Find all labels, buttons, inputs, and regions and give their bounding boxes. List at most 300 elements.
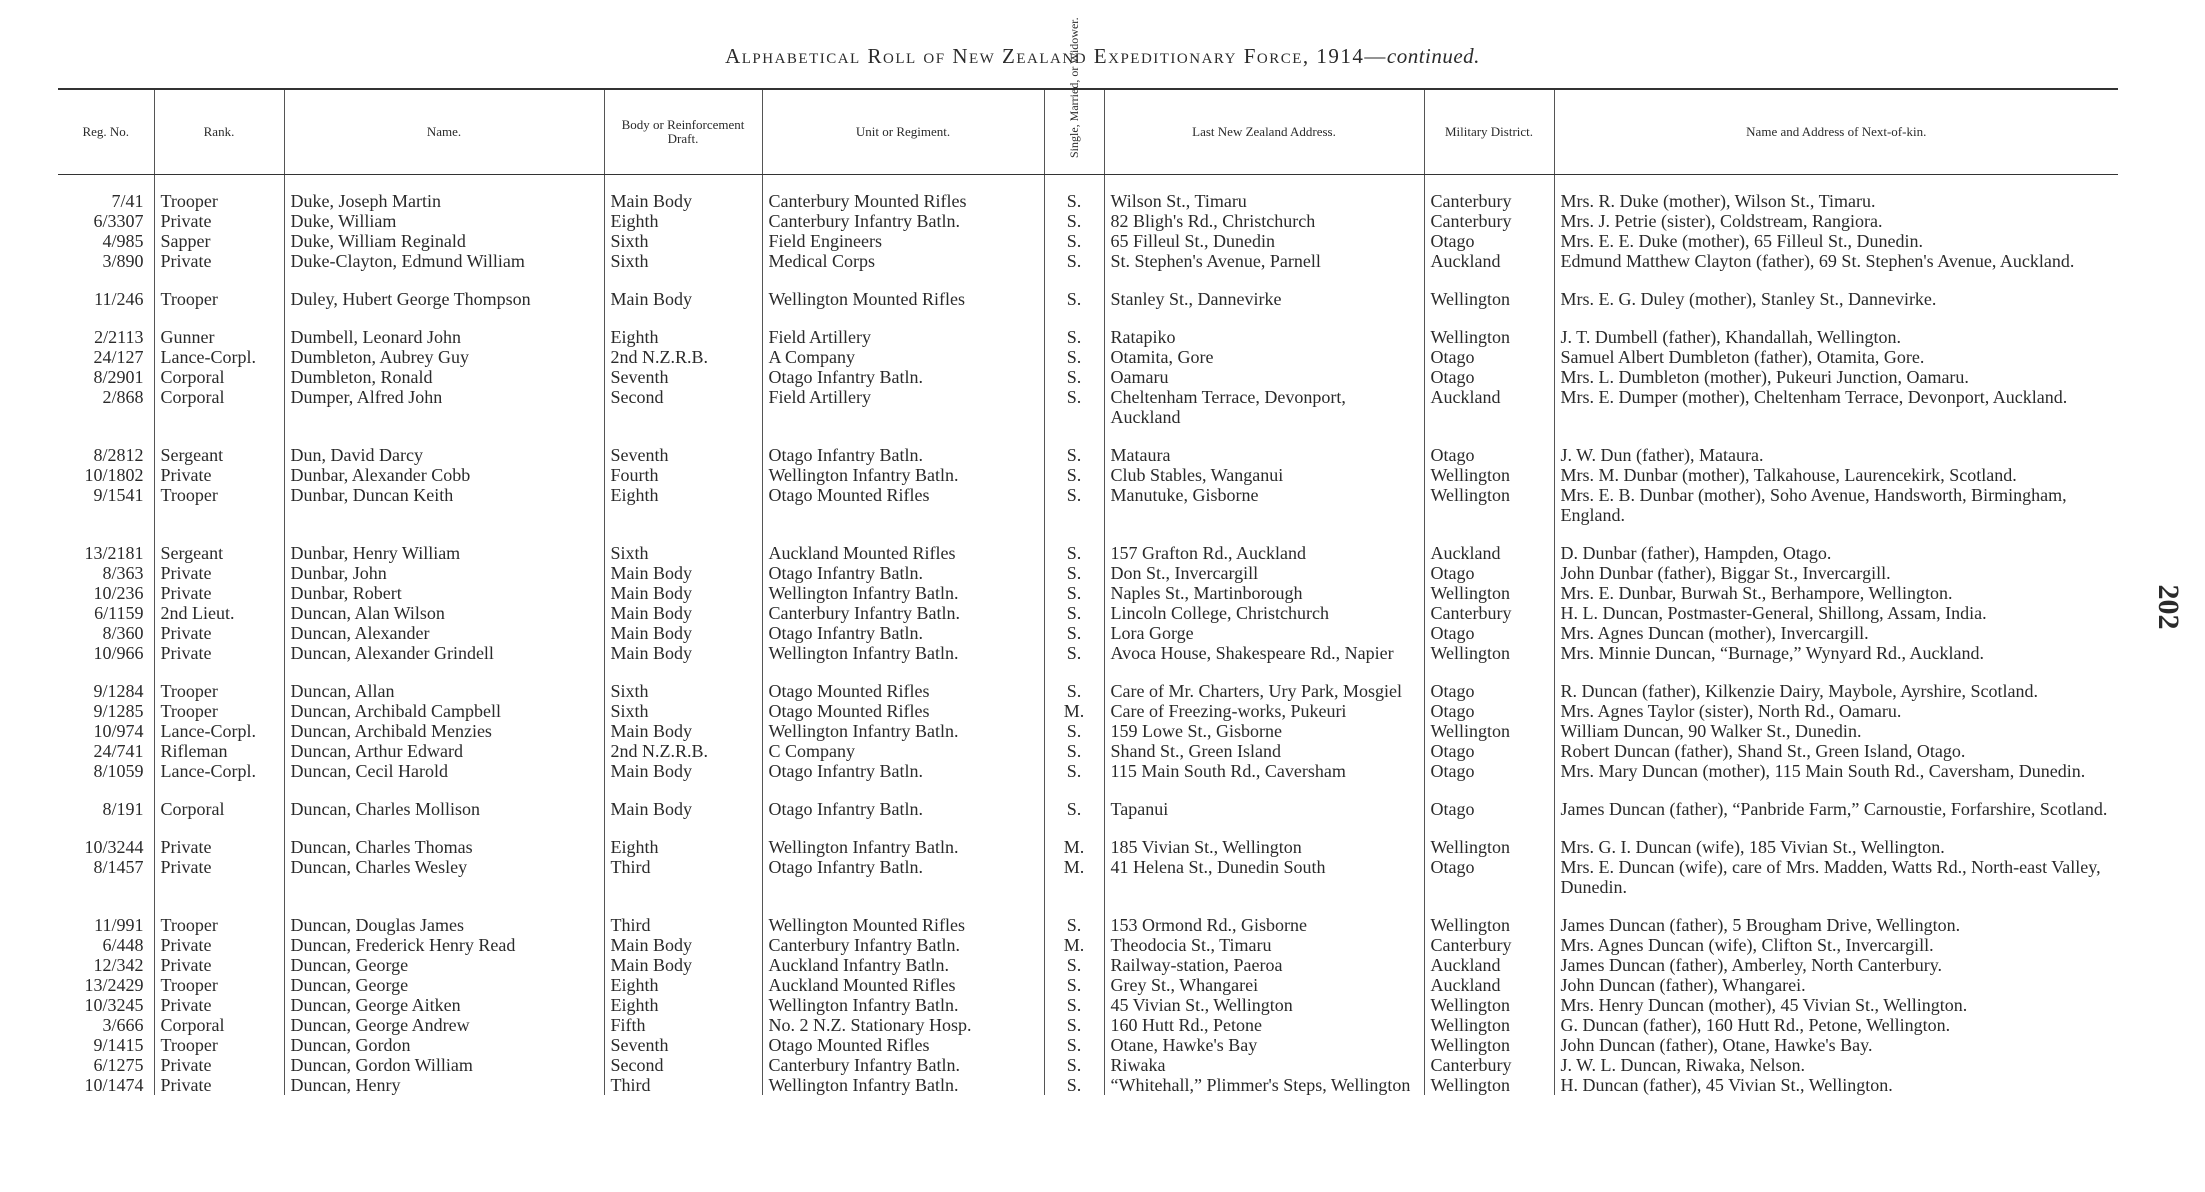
unit-cell: Otago Mounted Rifles	[762, 485, 1044, 525]
unit-cell: Otago Infantry Batln.	[762, 367, 1044, 387]
unit-cell: Wellington Infantry Batln.	[762, 995, 1044, 1015]
table-row	[58, 309, 2118, 347]
military-district-cell: Wellington	[1424, 721, 1554, 741]
table-row	[58, 271, 2118, 309]
soldier-name-cell: Duncan, Frederick Henry Read	[284, 935, 604, 955]
unit-cell: Wellington Infantry Batln.	[762, 819, 1044, 857]
reg-number-cell: 8/2901	[93, 367, 144, 387]
military-district-cell: Otago	[1424, 761, 1554, 781]
marital-status-cell: M.	[1044, 701, 1104, 721]
soldier-name-cell: Duncan, George Andrew	[284, 1015, 604, 1035]
marital-status-cell: S.	[1044, 975, 1104, 995]
military-district-cell: Wellington	[1424, 643, 1554, 663]
body-draft-cell: Eighth	[604, 819, 762, 857]
rank-cell: Sergeant	[154, 427, 284, 465]
marital-status-cell: M.	[1044, 935, 1104, 955]
rank-cell: Private	[154, 819, 284, 857]
next-of-kin-cell: Mrs. L. Dumbleton (mother), Pukeuri Junction, Oamaru.	[1554, 367, 2118, 387]
body-draft-cell: Main Body	[604, 781, 762, 819]
military-district-cell: Wellington	[1424, 897, 1554, 935]
next-of-kin-cell: H. Duncan (father), 45 Vivian St., Wellington.	[1554, 1075, 2118, 1095]
soldier-name-cell: Duncan, Archibald Menzies	[284, 721, 604, 741]
marital-status-cell: S.	[1044, 271, 1104, 309]
table-row	[58, 465, 2118, 485]
next-of-kin-cell: Mrs. E. Duncan (wife), care of Mrs. Madden, Watts Rd., North-east Valley, Dunedin.	[1554, 857, 2118, 897]
unit-cell: Wellington Infantry Batln.	[762, 583, 1044, 603]
last-address-cell: Avoca House, Shakespeare Rd., Napier	[1104, 643, 1424, 663]
unit-cell: Auckland Mounted Rifles	[762, 975, 1044, 995]
table-row	[58, 741, 2118, 761]
rank-cell: Corporal	[154, 387, 284, 427]
marital-status-cell: S.	[1044, 387, 1104, 427]
table-row	[58, 781, 2118, 819]
table-row	[58, 251, 2118, 271]
reg-number-cell: 2/868	[102, 387, 144, 407]
reg-number-cell: 9/1284	[93, 681, 144, 701]
reg-number-cell: 10/1802	[84, 465, 144, 485]
last-address-cell: Ratapiko	[1104, 309, 1424, 347]
rank-cell: Private	[154, 251, 284, 271]
marital-status-cell: S.	[1044, 465, 1104, 485]
soldier-name-cell: Duncan, Alexander	[284, 623, 604, 643]
next-of-kin-cell: D. Dunbar (father), Hampden, Otago.	[1554, 525, 2118, 563]
last-address-cell: 115 Main South Rd., Caversham	[1104, 761, 1424, 781]
marital-status-cell: S.	[1044, 347, 1104, 367]
next-of-kin-cell: Edmund Matthew Clayton (father), 69 St. Stephen's Avenue, Auckland.	[1554, 251, 2118, 271]
next-of-kin-cell: Robert Duncan (father), Shand St., Green Island, Otago.	[1554, 741, 2118, 761]
soldier-name-cell: Duncan, Cecil Harold	[284, 761, 604, 781]
reg-number-cell: 9/1415	[93, 1035, 144, 1055]
table-row	[58, 603, 2118, 623]
reg-number-cell: 6/3307	[93, 211, 144, 231]
unit-cell: Otago Infantry Batln.	[762, 623, 1044, 643]
body-draft-cell: Main Body	[604, 721, 762, 741]
last-address-cell: Tapanui	[1104, 781, 1424, 819]
marital-status-cell: S.	[1044, 721, 1104, 741]
military-district-cell: Otago	[1424, 427, 1554, 465]
rank-cell: Gunner	[154, 309, 284, 347]
table-row	[58, 643, 2118, 663]
reg-number-cell: 6/1159	[94, 603, 144, 623]
next-of-kin-cell: James Duncan (father), Amberley, North Canterbury.	[1554, 955, 2118, 975]
header-reg: Reg. No.	[58, 89, 154, 175]
body-draft-cell: Main Body	[604, 761, 762, 781]
marital-status-cell: S.	[1044, 955, 1104, 975]
marital-status-cell: S.	[1044, 563, 1104, 583]
military-district-cell: Otago	[1424, 741, 1554, 761]
body-draft-cell: Main Body	[604, 583, 762, 603]
rank-cell: Lance-Corpl.	[154, 721, 284, 741]
unit-cell: Field Artillery	[762, 387, 1044, 427]
next-of-kin-cell: Mrs. M. Dunbar (mother), Talkahouse, Laurencekirk, Scotland.	[1554, 465, 2118, 485]
soldier-name-cell: Dumbleton, Ronald	[284, 367, 604, 387]
unit-cell: Wellington Infantry Batln.	[762, 643, 1044, 663]
next-of-kin-cell: J. T. Dumbell (father), Khandallah, Wellington.	[1554, 309, 2118, 347]
next-of-kin-cell: Mrs. E. B. Dunbar (mother), Soho Avenue, Handsworth, Birmingham, England.	[1554, 485, 2118, 525]
marital-status-cell: S.	[1044, 663, 1104, 701]
header-row	[58, 89, 2118, 175]
next-of-kin-cell: Mrs. E. Dumper (mother), Cheltenham Terrace, Devonport, Auckland.	[1554, 387, 2118, 427]
marital-status-cell: S.	[1044, 1035, 1104, 1055]
unit-cell: Otago Infantry Batln.	[762, 781, 1044, 819]
reg-number-cell: 12/342	[93, 955, 144, 975]
military-district-cell: Canterbury	[1424, 935, 1554, 955]
unit-cell: Otago Infantry Batln.	[762, 563, 1044, 583]
unit-cell: Otago Infantry Batln.	[762, 427, 1044, 465]
last-address-cell: 157 Grafton Rd., Auckland	[1104, 525, 1424, 563]
body-draft-cell: Eighth	[604, 485, 762, 525]
table-row	[58, 819, 2118, 857]
next-of-kin-cell: Mrs. Agnes Duncan (wife), Clifton St., Invercargill.	[1554, 935, 2118, 955]
body-draft-cell: Seventh	[604, 367, 762, 387]
rank-cell: Private	[154, 583, 284, 603]
body-draft-cell: Seventh	[604, 1035, 762, 1055]
unit-cell: Otago Infantry Batln.	[762, 761, 1044, 781]
last-address-cell: Care of Freezing-works, Pukeuri	[1104, 701, 1424, 721]
body-draft-cell: Main Body	[604, 603, 762, 623]
military-district-cell: Wellington	[1424, 995, 1554, 1015]
header-district: Military District.	[1424, 89, 1554, 175]
next-of-kin-cell: William Duncan, 90 Walker St., Dunedin.	[1554, 721, 2118, 741]
rank-cell: Trooper	[154, 271, 284, 309]
military-district-cell: Otago	[1424, 347, 1554, 367]
body-draft-cell: Main Body	[604, 935, 762, 955]
table-row	[58, 231, 2118, 251]
reg-number-cell: 11/991	[94, 915, 144, 935]
rank-cell: Private	[154, 623, 284, 643]
next-of-kin-cell: Mrs. E. E. Duke (mother), 65 Filleul St., Dunedin.	[1554, 231, 2118, 251]
next-of-kin-cell: Mrs. Agnes Duncan (mother), Invercargill.	[1554, 623, 2118, 643]
reg-number-cell: 7/41	[111, 191, 144, 211]
rank-cell: Rifleman	[154, 741, 284, 761]
marital-status-cell: S.	[1044, 231, 1104, 251]
marital-status-cell: S.	[1044, 367, 1104, 387]
reg-number-cell: 24/127	[93, 347, 144, 367]
soldier-name-cell: Duncan, Gordon William	[284, 1055, 604, 1075]
marital-status-cell: S.	[1044, 603, 1104, 623]
last-address-cell: 160 Hutt Rd., Petone	[1104, 1015, 1424, 1035]
next-of-kin-cell: R. Duncan (father), Kilkenzie Dairy, Maybole, Ayrshire, Scotland.	[1554, 663, 2118, 701]
soldier-name-cell: Dumper, Alfred John	[284, 387, 604, 427]
unit-cell: Otago Mounted Rifles	[762, 663, 1044, 701]
marital-status-cell: S.	[1044, 525, 1104, 563]
last-address-cell: “Whitehall,” Plimmer's Steps, Wellington	[1104, 1075, 1424, 1095]
body-draft-cell: Sixth	[604, 663, 762, 701]
reg-number-cell: 8/1059	[93, 761, 144, 781]
unit-cell: Field Engineers	[762, 231, 1044, 251]
military-district-cell: Auckland	[1424, 251, 1554, 271]
military-district-cell: Otago	[1424, 663, 1554, 701]
rank-cell: Sergeant	[154, 525, 284, 563]
last-address-cell: Naples St., Martinborough	[1104, 583, 1424, 603]
next-of-kin-cell: Mrs. Agnes Taylor (sister), North Rd., Oamaru.	[1554, 701, 2118, 721]
rank-cell: Private	[154, 857, 284, 897]
marital-status-cell: S.	[1044, 1055, 1104, 1075]
reg-number-cell: 6/1275	[93, 1055, 144, 1075]
marital-status-cell: S.	[1044, 251, 1104, 271]
rank-cell: Corporal	[154, 367, 284, 387]
body-draft-cell: Eighth	[604, 309, 762, 347]
next-of-kin-cell: H. L. Duncan, Postmaster-General, Shillong, Assam, India.	[1554, 603, 2118, 623]
next-of-kin-cell: Mrs. J. Petrie (sister), Coldstream, Rangiora.	[1554, 211, 2118, 231]
next-of-kin-cell: Mrs. Henry Duncan (mother), 45 Vivian St., Wellington.	[1554, 995, 2118, 1015]
rank-cell: Trooper	[154, 975, 284, 995]
unit-cell: Wellington Mounted Rifles	[762, 271, 1044, 309]
last-address-cell: Mataura	[1104, 427, 1424, 465]
table-row	[58, 995, 2118, 1015]
unit-cell: C Company	[762, 741, 1044, 761]
reg-number-cell: 11/246	[94, 289, 144, 309]
body-draft-cell: Main Body	[604, 623, 762, 643]
table-row	[58, 427, 2118, 465]
military-district-cell: Auckland	[1424, 975, 1554, 995]
body-draft-cell: Main Body	[604, 191, 762, 211]
reg-number-cell: 9/1541	[93, 485, 144, 505]
reg-number-cell: 3/890	[102, 251, 144, 271]
last-address-cell: 185 Vivian St., Wellington	[1104, 819, 1424, 857]
body-draft-cell: Second	[604, 1055, 762, 1075]
unit-cell: Auckland Mounted Rifles	[762, 525, 1044, 563]
unit-cell: No. 2 N.Z. Stationary Hosp.	[762, 1015, 1044, 1035]
page-number: 202	[2152, 584, 2185, 630]
table-row	[58, 955, 2118, 975]
body-draft-cell: Eighth	[604, 995, 762, 1015]
military-district-cell: Wellington	[1424, 1015, 1554, 1035]
unit-cell: Otago Mounted Rifles	[762, 1035, 1044, 1055]
military-district-cell: Canterbury	[1424, 1055, 1554, 1075]
table-row	[58, 525, 2118, 563]
unit-cell: Field Artillery	[762, 309, 1044, 347]
last-address-cell: 45 Vivian St., Wellington	[1104, 995, 1424, 1015]
unit-cell: A Company	[762, 347, 1044, 367]
soldier-name-cell: Dunbar, Duncan Keith	[284, 485, 604, 525]
last-address-cell: Oamaru	[1104, 367, 1424, 387]
rank-cell: Trooper	[154, 897, 284, 935]
table-row	[58, 387, 2118, 427]
military-district-cell: Otago	[1424, 857, 1554, 897]
marital-status-cell: S.	[1044, 741, 1104, 761]
reg-number-cell: 9/1285	[93, 701, 144, 721]
rank-cell: Private	[154, 935, 284, 955]
body-draft-cell: Third	[604, 857, 762, 897]
next-of-kin-cell: J. W. L. Duncan, Riwaka, Nelson.	[1554, 1055, 2118, 1075]
unit-cell: Canterbury Infantry Batln.	[762, 211, 1044, 231]
soldier-name-cell: Duncan, Douglas James	[284, 897, 604, 935]
last-address-cell: Railway-station, Paeroa	[1104, 955, 1424, 975]
table-row	[58, 897, 2118, 935]
roll-body	[58, 175, 2118, 1096]
soldier-name-cell: Dumbleton, Aubrey Guy	[284, 347, 604, 367]
last-address-cell: 153 Ormond Rd., Gisborne	[1104, 897, 1424, 935]
body-draft-cell: Sixth	[604, 525, 762, 563]
reg-number-cell: 8/1457	[93, 857, 144, 877]
table-row	[58, 1055, 2118, 1075]
unit-cell: Wellington Infantry Batln.	[762, 1075, 1044, 1095]
last-address-cell: Cheltenham Terrace, Devonport, Auckland	[1104, 387, 1424, 427]
military-district-cell: Wellington	[1424, 1035, 1554, 1055]
soldier-name-cell: Dunbar, Henry William	[284, 525, 604, 563]
soldier-name-cell: Duncan, George Aitken	[284, 995, 604, 1015]
marital-status-cell: S.	[1044, 1015, 1104, 1035]
reg-number-cell: 10/3244	[84, 837, 144, 857]
table-row	[58, 367, 2118, 387]
military-district-cell: Wellington	[1424, 485, 1554, 525]
rank-cell: Trooper	[154, 701, 284, 721]
soldier-name-cell: Duncan, Alan Wilson	[284, 603, 604, 623]
last-address-cell: 41 Helena St., Dunedin South	[1104, 857, 1424, 897]
marital-status-cell: S.	[1044, 583, 1104, 603]
reg-number-cell: 8/360	[102, 623, 144, 643]
marital-status-cell: M.	[1044, 857, 1104, 897]
next-of-kin-cell: Mrs. Minnie Duncan, “Burnage,” Wynyard Rd., Auckland.	[1554, 643, 2118, 663]
last-address-cell: Don St., Invercargill	[1104, 563, 1424, 583]
body-draft-cell: Sixth	[604, 231, 762, 251]
rank-cell: Trooper	[154, 485, 284, 525]
marital-status-cell: S.	[1044, 761, 1104, 781]
body-draft-cell: Main Body	[604, 271, 762, 309]
reg-number-cell: 8/191	[102, 799, 144, 819]
soldier-name-cell: Duncan, Archibald Campbell	[284, 701, 604, 721]
last-address-cell: Grey St., Whangarei	[1104, 975, 1424, 995]
body-draft-cell: Eighth	[604, 975, 762, 995]
rank-cell: Private	[154, 563, 284, 583]
marital-status-cell: S.	[1044, 897, 1104, 935]
reg-number-cell: 8/363	[102, 563, 144, 583]
soldier-name-cell: Duncan, Charles Thomas	[284, 819, 604, 857]
military-district-cell: Otago	[1424, 701, 1554, 721]
soldier-name-cell: Duncan, Gordon	[284, 1035, 604, 1055]
rank-cell: Private	[154, 1075, 284, 1095]
soldier-name-cell: Duke-Clayton, Edmund William	[284, 251, 604, 271]
marital-status-cell: S.	[1044, 781, 1104, 819]
body-draft-cell: Second	[604, 387, 762, 427]
table-row	[58, 935, 2118, 955]
rank-cell: Trooper	[154, 663, 284, 701]
table-row	[58, 1015, 2118, 1035]
soldier-name-cell: Duncan, George	[284, 975, 604, 995]
next-of-kin-cell: James Duncan (father), “Panbride Farm,” Carnoustie, Forfarshire, Scotland.	[1554, 781, 2118, 819]
body-draft-cell: Third	[604, 897, 762, 935]
next-of-kin-cell: Mrs. E. Dunbar, Burwah St., Berhampore, Wellington.	[1554, 583, 2118, 603]
military-district-cell: Otago	[1424, 781, 1554, 819]
military-district-cell: Wellington	[1424, 819, 1554, 857]
table-row	[58, 623, 2118, 643]
soldier-name-cell: Duley, Hubert George Thompson	[284, 271, 604, 309]
unit-cell: Wellington Infantry Batln.	[762, 721, 1044, 741]
next-of-kin-cell: Samuel Albert Dumbleton (father), Otamita, Gore.	[1554, 347, 2118, 367]
page-title	[0, 44, 2205, 69]
rank-cell: 2nd Lieut.	[154, 603, 284, 623]
reg-number-cell: 13/2429	[84, 975, 144, 995]
reg-number-cell: 4/985	[102, 231, 144, 251]
soldier-name-cell: Duncan, Allan	[284, 663, 604, 701]
reg-number-cell: 24/741	[93, 741, 144, 761]
military-district-cell: Auckland	[1424, 525, 1554, 563]
military-district-cell: Otago	[1424, 231, 1554, 251]
marital-status-cell: S.	[1044, 485, 1104, 525]
table-row	[58, 761, 2118, 781]
reg-number-cell: 10/966	[93, 643, 144, 663]
table-row	[58, 1035, 2118, 1055]
unit-cell: Medical Corps	[762, 251, 1044, 271]
last-address-cell: Riwaka	[1104, 1055, 1424, 1075]
soldier-name-cell: Duncan, Charles Wesley	[284, 857, 604, 897]
next-of-kin-cell: Mrs. Mary Duncan (mother), 115 Main South Rd., Caversham, Dunedin.	[1554, 761, 2118, 781]
reg-number-cell: 2/2113	[94, 327, 144, 347]
rank-cell: Lance-Corpl.	[154, 761, 284, 781]
soldier-name-cell: Duncan, Henry	[284, 1075, 604, 1095]
body-draft-cell: Main Body	[604, 563, 762, 583]
soldier-name-cell: Dun, David Darcy	[284, 427, 604, 465]
header-status	[1044, 16, 1104, 175]
military-district-cell: Otago	[1424, 563, 1554, 583]
next-of-kin-cell: John Duncan (father), Whangarei.	[1554, 975, 2118, 995]
title-continued: continued.	[1386, 44, 1480, 68]
body-draft-cell: 2nd N.Z.R.B.	[604, 741, 762, 761]
reg-number-cell: 10/1474	[84, 1075, 144, 1095]
last-address-cell: 159 Lowe St., Gisborne	[1104, 721, 1424, 741]
soldier-name-cell: Duke, William Reginald	[284, 231, 604, 251]
next-of-kin-cell: G. Duncan (father), 160 Hutt Rd., Petone, Wellington.	[1554, 1015, 2118, 1035]
body-draft-cell: Third	[604, 1075, 762, 1095]
header-status-label: Single, Married, or Widower.	[1066, 16, 1081, 158]
next-of-kin-cell: John Dunbar (father), Biggar St., Invercargill.	[1554, 563, 2118, 583]
table-row	[58, 583, 2118, 603]
rank-cell: Sapper	[154, 231, 284, 251]
table-row	[58, 975, 2118, 995]
reg-number-cell: 13/2181	[84, 543, 144, 563]
next-of-kin-cell: Mrs. G. I. Duncan (wife), 185 Vivian St., Wellington.	[1554, 819, 2118, 857]
header-address: Last New Zealand Address.	[1104, 89, 1424, 175]
rank-cell: Private	[154, 211, 284, 231]
table-row	[58, 721, 2118, 741]
marital-status-cell: M.	[1044, 819, 1104, 857]
body-draft-cell: Main Body	[604, 955, 762, 975]
body-draft-cell: Fourth	[604, 465, 762, 485]
table-row	[58, 191, 2118, 211]
last-address-cell: Otamita, Gore	[1104, 347, 1424, 367]
military-district-cell: Canterbury	[1424, 191, 1554, 211]
header-kin: Name and Address of Next-of-kin.	[1554, 89, 2118, 175]
military-district-cell: Auckland	[1424, 387, 1554, 427]
marital-status-cell: S.	[1044, 309, 1104, 347]
rank-cell: Trooper	[154, 1035, 284, 1055]
unit-cell: Otago Mounted Rifles	[762, 701, 1044, 721]
table-row	[58, 857, 2118, 897]
reg-number-cell: 10/974	[93, 721, 144, 741]
table-row	[58, 347, 2118, 367]
table-row	[58, 701, 2118, 721]
rank-cell: Private	[154, 995, 284, 1015]
rank-cell: Corporal	[154, 781, 284, 819]
military-district-cell: Wellington	[1424, 465, 1554, 485]
military-district-cell: Canterbury	[1424, 211, 1554, 231]
title-main: Alphabetical Roll of New Zealand Expeditionary Force, 1914—	[725, 44, 1387, 68]
header-rank: Rank.	[154, 89, 284, 175]
reg-number-cell: 10/236	[93, 583, 144, 603]
last-address-cell: Stanley St., Dannevirke	[1104, 271, 1424, 309]
marital-status-cell: S.	[1044, 643, 1104, 663]
soldier-name-cell: Dunbar, Robert	[284, 583, 604, 603]
last-address-cell: 65 Filleul St., Dunedin	[1104, 231, 1424, 251]
soldier-name-cell: Duncan, Charles Mollison	[284, 781, 604, 819]
marital-status-cell: S.	[1044, 427, 1104, 465]
body-draft-cell: 2nd N.Z.R.B.	[604, 347, 762, 367]
header-name: Name.	[284, 89, 604, 175]
rank-cell: Private	[154, 955, 284, 975]
header-unit: Unit or Regiment.	[762, 89, 1044, 175]
reg-number-cell: 3/666	[102, 1015, 144, 1035]
